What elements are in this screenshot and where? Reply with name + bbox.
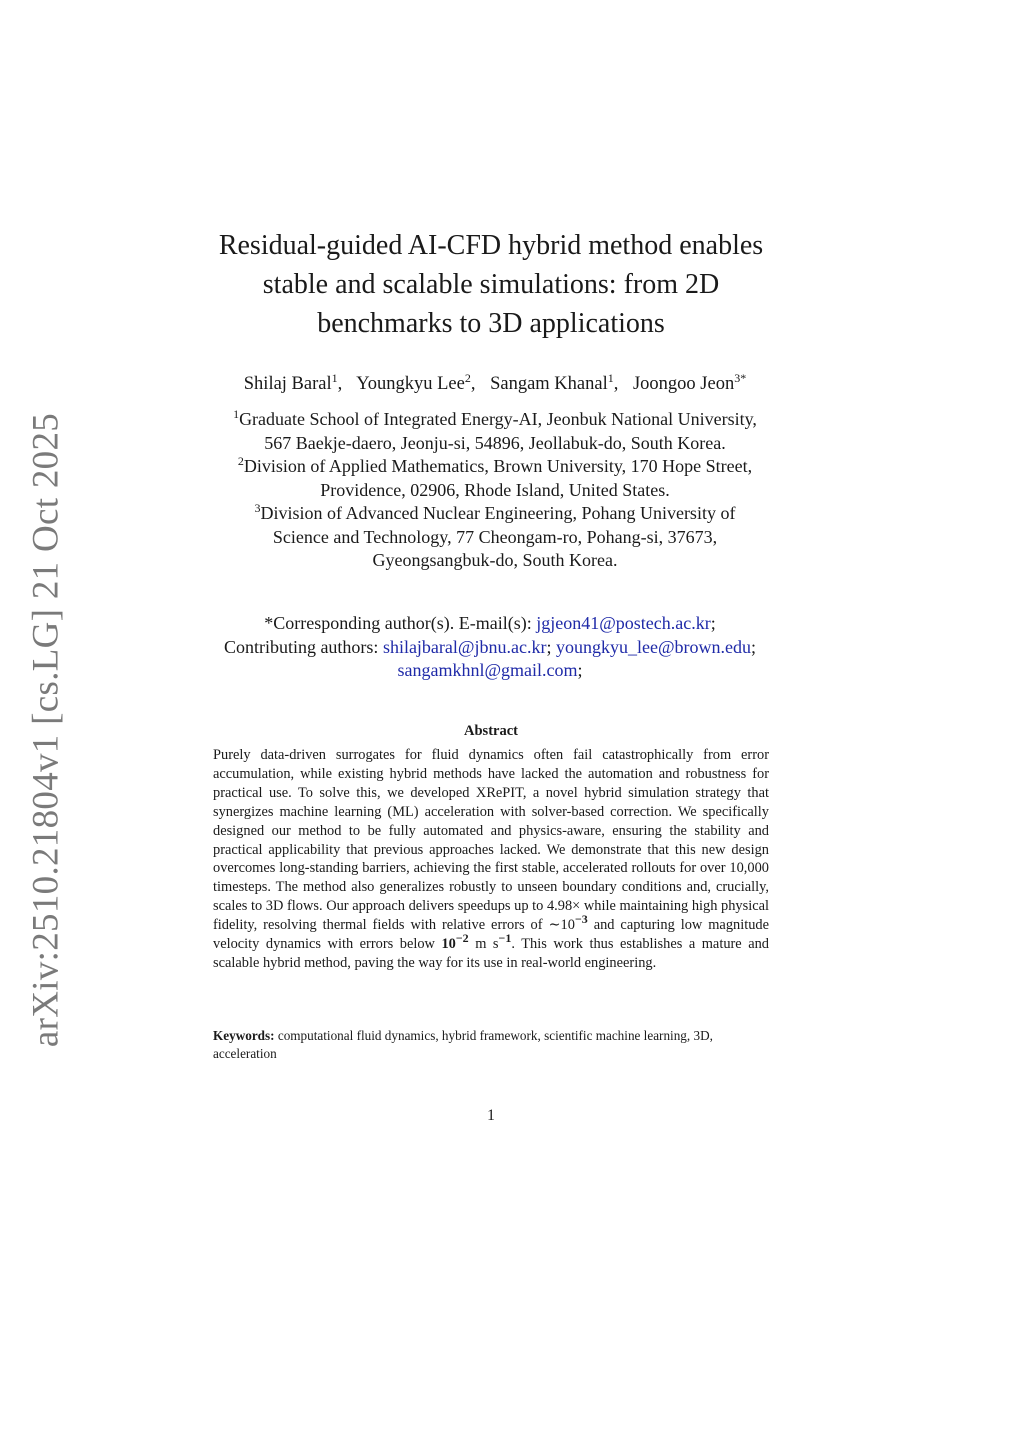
affiliation-3-cont: Gyeongsangbuk-do, South Korea. <box>372 550 618 570</box>
contact-info <box>140 612 840 683</box>
arxiv-identifier: arXiv:2510.21804v1 [cs.LG] 21 Oct 2025 <box>25 412 67 1048</box>
email-link[interactable]: jgjeon41@postech.ac.kr <box>536 613 711 633</box>
email-link[interactable]: shilajbaral@jbnu.ac.kr <box>382 636 547 657</box>
title-line: benchmarks to 3D applications <box>317 308 665 339</box>
author: Youngkyu Lee$^2$ <box>356 370 471 394</box>
affiliation-3-cont: Science and Technology, 77 Cheongam-ro, Pohang-si, 37673, <box>272 526 718 547</box>
keywords-text: computational fluid dynamics, hybrid framework, scientific machine learning, 3D, acceleration <box>213 1028 713 1061</box>
affiliation-3: $^3$Division of Advanced Nuclear Engineering, Pohang University of <box>254 501 736 523</box>
keywords-label: Keywords: <box>213 1028 275 1043</box>
email-link[interactable]: youngkyu_lee@brown.edu <box>555 636 752 657</box>
affiliation-2: $^2$Division of Applied Mathematics, Brown University, 170 Hope Street, <box>237 454 753 476</box>
contributing-authors-line: Contributing authors: shilajbaral@jbnu.ac.kr; youngkyu_lee@brown.edu; <box>223 636 757 657</box>
abstract-body: Purely data-driven surrogates for fluid dynamics often fail catastrophically from error accumulation, while existing hybrid methods have lacked the automation and robustness for practical use. To solve this, we developed XRePIT, a novel hybrid simulation strategy that synergizes machine learning (ML) acceleration with solver-based correction. We specifically designed our method to be fully automated and physics-aware, ensuring the stability and practical applicability that previous approaches lacked. We demonstrate that this new design overcomes long-standing barriers, achieving the first stable, accelerated rollouts for over 10,000 timesteps. The method also generalizes robustly to unseen boundary conditions and, crucially, scales to 3D flows. Our approach delivers speedups up to 4.98× while maintaining high physical fidelity, resolving thermal fields with relative errors of $\sim 10^{-3}$ and capturing low magnitude velocity dynamics with errors below $10^{-2}$ m $s^{-1}$. This work thus establishes a mature and scalable hybrid method, paving the way for its use in real-world engineering. <box>213 747 769 971</box>
author-list: Shilaj Baral$^1$, Youngkyu Lee$^2$, Sangam Khanal$^1$, Joongoo Jeon$^{3*}$ <box>243 370 747 394</box>
abstract-heading: Abstract <box>464 723 518 739</box>
affiliation-2-cont: Providence, 02906, Rhode Island, United States. <box>320 479 670 500</box>
author: Shilaj Baral$^1$ <box>243 370 338 394</box>
page-number: 1 <box>487 1107 495 1124</box>
affiliation-1-cont: 567 Baekje-daero, Jeonju-si, 54896, Jeollabuk-do, South Korea. <box>264 432 726 453</box>
keywords <box>213 1027 769 1062</box>
affiliation-1: $^1$Graduate School of Integrated Energy-AI, Jeonbuk National University, <box>233 407 757 429</box>
affiliations <box>140 408 850 573</box>
author: Sangam Khanal$^1$ <box>490 370 614 394</box>
paper-title <box>150 226 832 343</box>
title-line: stable and scalable simulations: from 2D <box>262 269 720 300</box>
corresponding-author-line: *Corresponding author(s). E-mail(s): jgjeon41@postech.ac.kr; <box>264 613 716 633</box>
title-line: Residual-guided AI-CFD hybrid method enables <box>218 230 764 261</box>
contributing-authors-line-cont: sangamkhnl@gmail.com; <box>397 660 583 680</box>
email-link[interactable]: sangamkhnl@gmail.com <box>397 660 578 680</box>
author: Joongoo Jeon$^{3*}$ <box>632 370 747 394</box>
